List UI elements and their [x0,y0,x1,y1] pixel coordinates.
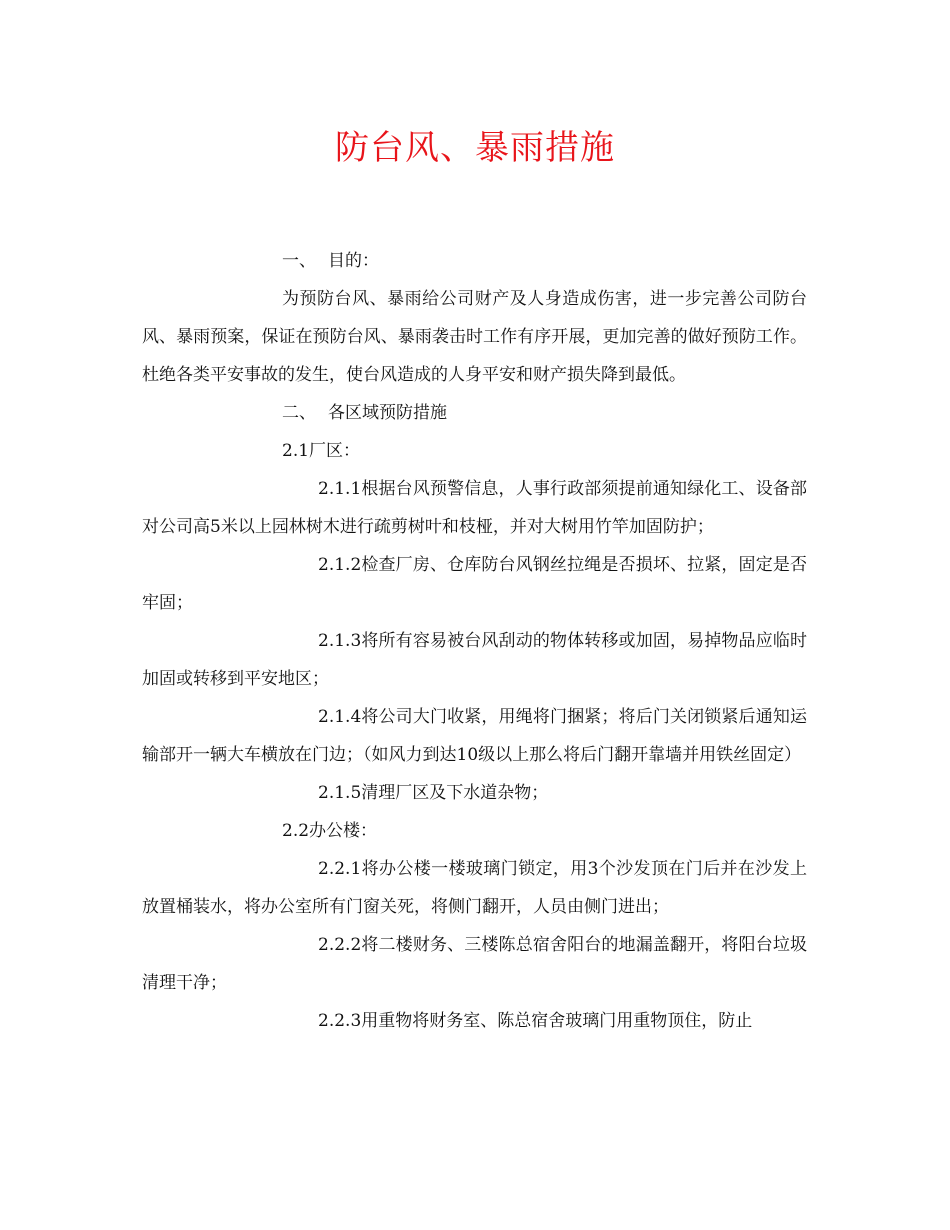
section-title: 目的： [328,251,379,271]
section-heading-purpose [142,242,807,280]
item-2-2-3: 2.2.3用重物将财务室、陈总宿舍玻璃门用重物顶住，防止 [318,1011,753,1031]
item-2-2-1: 2.2.1将办公楼一楼玻璃门锁定，用3个沙发顶在门后并在沙发上放置桶装水，将办公室所有门窗关死，将侧门翻开，人员由侧门进出； [142,859,807,917]
item-2-1-4: 2.1.4将公司大门收紧，用绳将门捆紧；将后门关闭锁紧后通知运输部开一辆大车横放在门边；（如风力到达10级以上那么将后门翻开靠墙并用铁丝固定） [142,707,807,765]
item-2-1-1: 2.1.1根据台风预警信息，人事行政部须提前通知绿化工、设备部对公司高5米以上园林树木进行疏剪树叶和枝桠，并对大树用竹竿加固防护； [142,479,807,537]
subsection-2-2: 2.2办公楼： [282,821,378,841]
subsection-2-1: 2.1厂区： [282,441,361,461]
paragraph-purpose: 为预防台风、暴雨给公司财产及人身造成伤害，进一步完善公司防台风、暴雨预案，保证在预防台风、暴雨袭击时工作有序开展，更加完善的做好预防工作。杜绝各类平安事故的发生，使台风造成的人身平安和财产损失降到最低。 [142,289,807,385]
item-2-1-3: 2.1.3将所有容易被台风刮动的物体转移或加固，易掉物品应临时加固或转移到平安地区； [142,631,807,689]
item-2-1-2: 2.1.2检查厂房、仓库防台风钢丝拉绳是否损坏、拉紧，固定是否牢固； [142,555,807,613]
section-number: 一、 [282,251,316,271]
document-title: 防台风、暴雨措施 [335,128,615,168]
item-2-2-2: 2.2.2将二楼财务、三楼陈总宿舍阳台的地漏盖翻开，将阳台垃圾清理干净； [142,935,807,993]
item-2-1-5: 2.1.5清理厂区及下水道杂物； [318,783,549,803]
section-heading-measures [142,394,807,432]
section-number: 二、 [282,403,316,423]
document-body [142,242,807,1040]
section-title: 各区域预防措施 [328,403,447,423]
